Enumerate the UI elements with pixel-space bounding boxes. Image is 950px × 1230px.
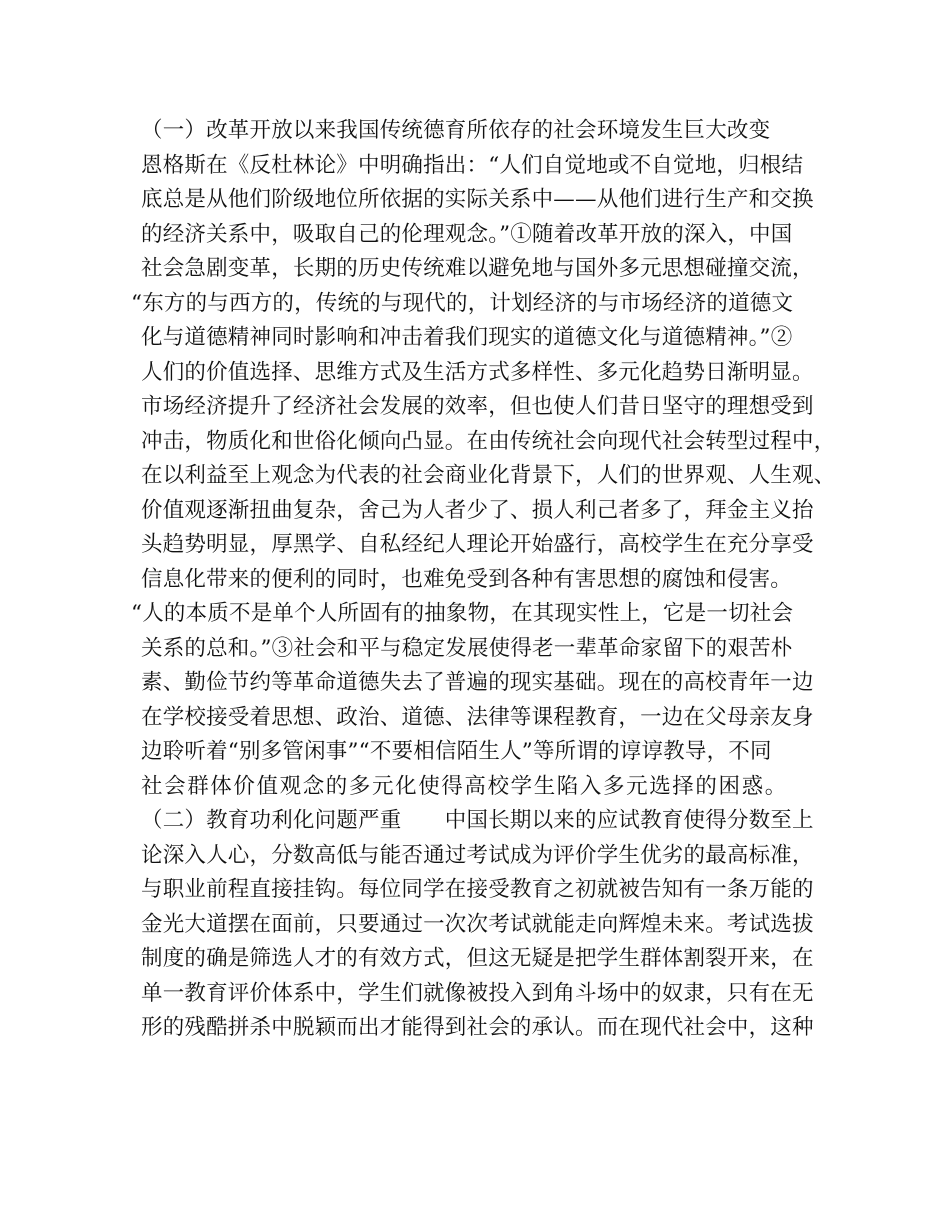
text-line: 边聆听着“别多管闲事”“不要相信陌生人”等所谓的谆谆教导，不同 <box>141 739 772 764</box>
text-line: 关系的总和。”③社会和平与稳定发展使得老一辈革命家留下的艰苦朴 <box>141 635 793 661</box>
text-line: 人们的价值选择、思维方式及生活方式多样性、多元化趋势日渐明显。 <box>141 359 814 385</box>
text-line: 制度的确是筛选人才的有效方式，但这无疑是把学生群体割裂开来，在 <box>141 946 814 971</box>
text-line: 底总是从他们阶级地位所依据的实际关系中——从他们进行生产和交换 <box>141 187 814 212</box>
text-line: 的经济关系中，吸取自己的伦理观念。”①随着改革开放的深入，中国 <box>141 221 793 247</box>
text-line: 恩格斯在《反杜林论》中明确指出：“人们自觉地或不自觉地，归根结 <box>141 152 804 178</box>
text-line: 市场经济提升了经济社会发展的效率，但也使人们昔日坚守的理想受到 <box>141 394 814 419</box>
text-line: 冲击，物质化和世俗化倾向凸显。在由传统社会向现代社会转型过程中， <box>141 428 836 454</box>
text-line: 头趋势明显，厚黑学、自私经纪人理论开始盛行，高校学生在充分享受 <box>141 532 814 557</box>
text-line: 论深入人心，分数高低与能否通过考试成为评价学生优劣的最高标准， <box>141 842 814 868</box>
text-line: 形的残酷拼杀中脱颖而出才能得到社会的承认。而在现代社会中，这种 <box>141 1015 814 1040</box>
text-line: “东方的与西方的，传统的与现代的，计划经济的与市场经济的道德文 <box>131 290 794 316</box>
text-line: 在以利益至上观念为代表的社会商业化背景下，人们的世界观、人生观、 <box>141 463 836 488</box>
section-heading-1: （一）改革开放以来我国传统德育所依存的社会环境发生巨大改变 <box>141 118 771 143</box>
section-heading-2: （二）教育功利化问题严重 中国长期以来的应试教育使得分数至上 <box>141 808 814 833</box>
text-line: 素、勤俭节约等革命道德失去了普遍的现实基础。现在的高校青年一边 <box>141 670 814 695</box>
text-line: 价值观逐渐扭曲复杂，舍己为人者少了、损人利己者多了，拜金主义抬 <box>141 497 814 523</box>
text-line: 金光大道摆在面前，只要通过一次次考试就能走向辉煌未来。考试选拔 <box>141 911 814 937</box>
text-line: 社会群体价值观念的多元化使得高校学生陷入多元选择的困惑。 <box>141 773 788 799</box>
text-line: “人的本质不是单个人所固有的抽象物，在其现实性上，它是一切社会 <box>131 601 794 626</box>
text-line: 在学校接受着思想、政治、道德、法律等课程教育，一边在父母亲友身 <box>141 704 814 730</box>
text-line: 社会急剧变革，长期的历史传统难以避免地与国外多元思想碰撞交流， <box>141 256 814 281</box>
text-line: 信息化带来的便利的同时，也难免受到各种有害思想的腐蚀和侵害。 <box>141 566 793 592</box>
text-line: 单一教育评价体系中，学生们就像被投入到角斗场中的奴隶，只有在无 <box>141 980 814 1006</box>
text-line: 化与道德精神同时影响和冲击着我们现实的道德文化与道德精神。”② <box>141 325 793 350</box>
body-text <box>131 114 841 1046</box>
text-line: 与职业前程直接挂钩。每位同学在接受教育之初就被告知有一条万能的 <box>141 877 814 902</box>
